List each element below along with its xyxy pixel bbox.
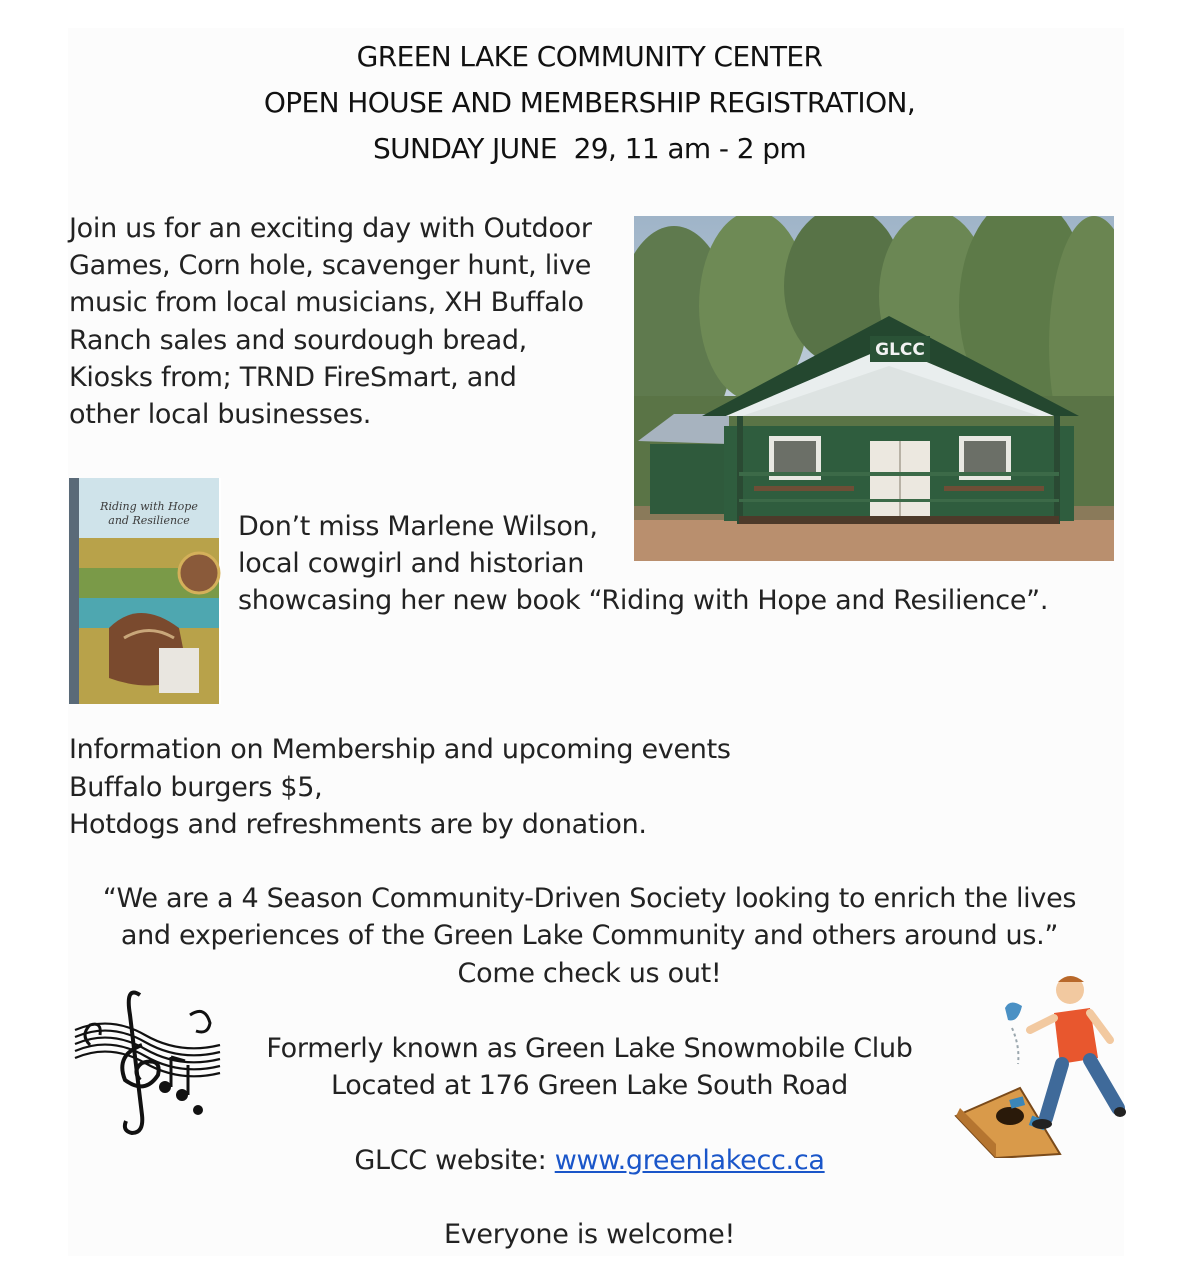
author-line: local cowgirl and historian: [238, 548, 585, 580]
svg-text:Riding with Hope: Riding with Hope: [100, 500, 198, 513]
quote-line: “We are a 4 Season Community-Driven Society looking to enrich the lives: [102, 883, 1077, 914]
photo-sign-text: GLCC: [875, 340, 925, 360]
intro-line: music from local musicians, XH Buffalo: [69, 287, 584, 319]
title-line-2: OPEN HOUSE AND MEMBERSHIP REGISTRATION,: [263, 86, 916, 119]
quote-line: and experiences of the Green Lake Community and others around us.”: [120, 920, 1059, 952]
intro-line: other local businesses.: [69, 399, 372, 431]
title-line-3: SUNDAY JUNE 29, 11 am - 2 pm: [372, 132, 807, 165]
info-paragraph: [69, 731, 869, 844]
event-title: [0, 34, 1179, 172]
info-line: Buffalo burgers $5,: [69, 771, 323, 803]
info-line: Information on Membership and upcoming events: [69, 734, 731, 765]
author-line: showcasing her new book “Riding with Hope and Resilience”.: [238, 585, 1049, 617]
svg-text:and Resilience: and Resilience: [108, 514, 190, 527]
author-line: Don’t miss Marlene Wilson,: [238, 511, 598, 542]
book-cover-image: [69, 478, 221, 704]
title-line-1: GREEN LAKE COMMUNITY CENTER: [356, 40, 823, 73]
intro-line: Join us for an exciting day with Outdoor: [69, 213, 592, 244]
details-line: Located at 176 Green Lake South Road: [330, 1070, 849, 1102]
intro-line: Ranch sales and sourdough bread,: [69, 324, 527, 356]
website-link[interactable]: www.greenlakecc.ca: [554, 1145, 825, 1176]
intro-paragraph: [69, 210, 629, 433]
quote-line: Come check us out!: [457, 957, 722, 989]
intro-line: Games, Corn hole, scavenger hunt, live: [69, 250, 592, 282]
author-paragraph: [238, 508, 1118, 620]
info-line: Hotdogs and refreshments are by donation.: [69, 809, 647, 841]
intro-line: Kiosks from; TRND FireSmart, and: [69, 361, 517, 393]
website-label: GLCC website:: [354, 1145, 555, 1176]
welcome-text: Everyone is welcome!: [443, 1219, 735, 1250]
details-line: Formerly known as Green Lake Snowmobile Club: [266, 1033, 913, 1064]
cornhole-player-icon: [950, 968, 1126, 1158]
